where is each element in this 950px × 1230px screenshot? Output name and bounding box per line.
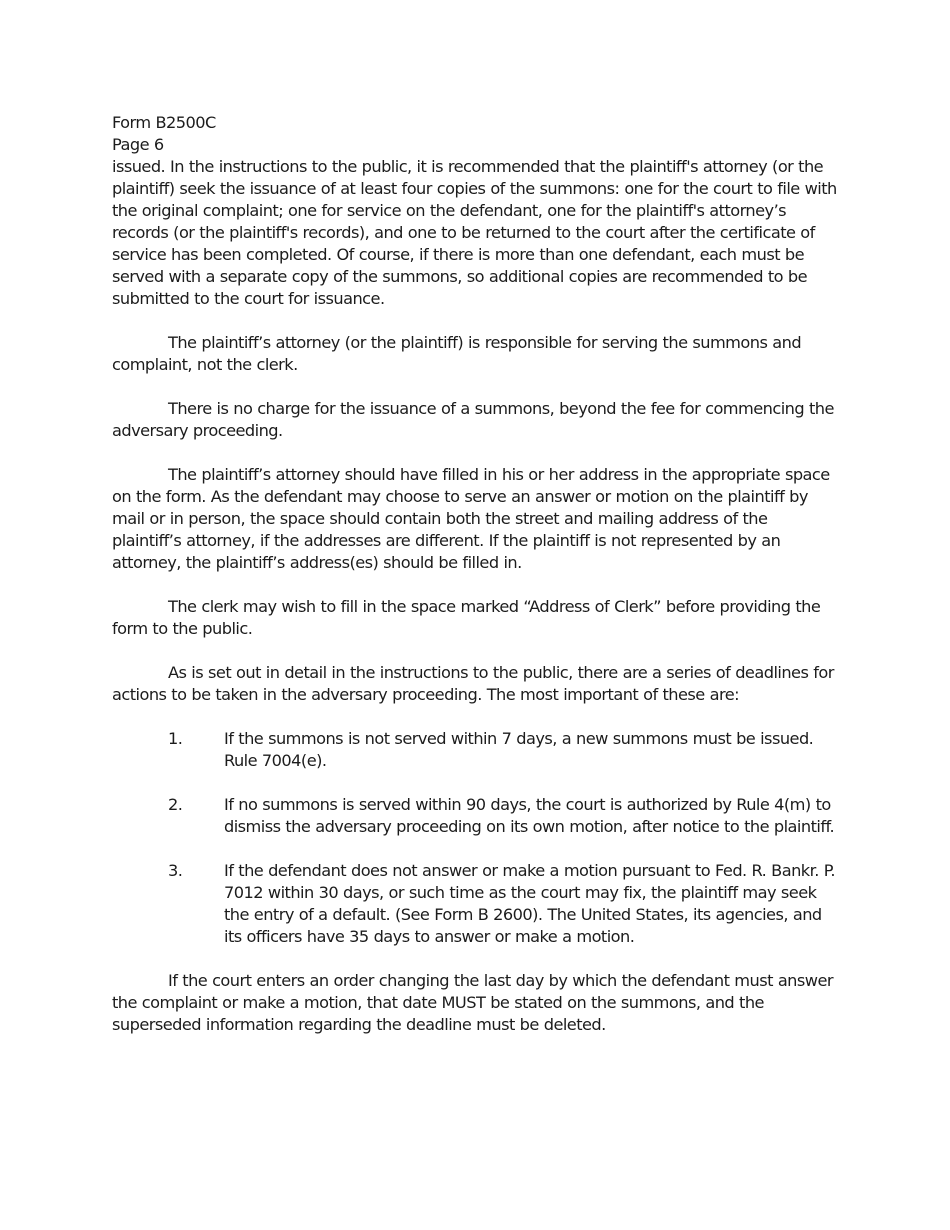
paragraph-issuance-copies: issued. In the instructions to the public, it is recommended that the plaintiff's attorney (or the plaintiff) seek the issuance of at least four copies of the summons: one for the court to file with the original complaint; one for service on the defendant, one for the plaintiff's attorney’s records (or the plaintiff's records), and one to be returned to the court after the certificate of service has been completed. Of course, if there is more than one defendant, each must be served with a separate copy of the summons, so additional copies are recommended to be submitted to the court for issuance. — [112, 157, 837, 308]
paragraph-clerk-address: The clerk may wish to fill in the space marked “Address of Clerk” before providing the form to the public. — [112, 597, 821, 638]
list-item — [112, 794, 840, 838]
form-label: Form B2500C — [112, 113, 216, 132]
list-item-number: 1. — [168, 729, 183, 748]
paragraph-no-charge: There is no charge for the issuance of a summons, beyond the fee for commencing the adversary proceeding. — [112, 399, 834, 440]
paragraph-service-responsibility: The plaintiff’s attorney (or the plaintiff) is responsible for serving the summons and complaint, not the clerk. — [112, 333, 802, 374]
list-item — [112, 728, 840, 772]
page-label: Page 6 — [112, 135, 164, 154]
paragraph-attorney-address: The plaintiff’s attorney should have filled in his or her address in the appropriate space on the form. As the defendant may choose to serve an answer or motion on the plaintiff by mail or in person, the space should contain both the street and mailing address of the plaintiff’s attorney, if the addresses are different. If the plaintiff is not represented by an attorney, the plaintiff’s address(es) should be filled in. — [112, 465, 830, 572]
list-item-text: If the defendant does not answer or make a motion pursuant to Fed. R. Bankr. P. 7012 within 30 days, or such time as the court may fix, the plaintiff may seek the entry of a default. (See Form B 2600). The United States, its agencies, and its officers have 35 days to answer or make a motion. — [224, 861, 836, 946]
document-page — [112, 112, 840, 1058]
deadlines-list — [112, 728, 840, 948]
list-item-text: If the summons is not served within 7 days, a new summons must be issued. Rule 7004(e). — [224, 729, 814, 770]
list-item — [112, 860, 840, 948]
paragraph-deadlines-intro: As is set out in detail in the instructions to the public, there are a series of deadlines for actions to be taken in the adversary proceeding. The most important of these are: — [112, 663, 834, 704]
list-item-number: 3. — [168, 861, 183, 880]
page-header — [112, 112, 840, 156]
paragraph-order-changing-deadline: If the court enters an order changing the last day by which the defendant must answer the complaint or make a motion, that date MUST be stated on the summons, and the superseded information regarding the deadline must be deleted. — [112, 971, 833, 1034]
list-item-number: 2. — [168, 795, 183, 814]
list-item-text: If no summons is served within 90 days, the court is authorized by Rule 4(m) to dismiss the adversary proceeding on its own motion, after notice to the plaintiff. — [224, 795, 835, 836]
